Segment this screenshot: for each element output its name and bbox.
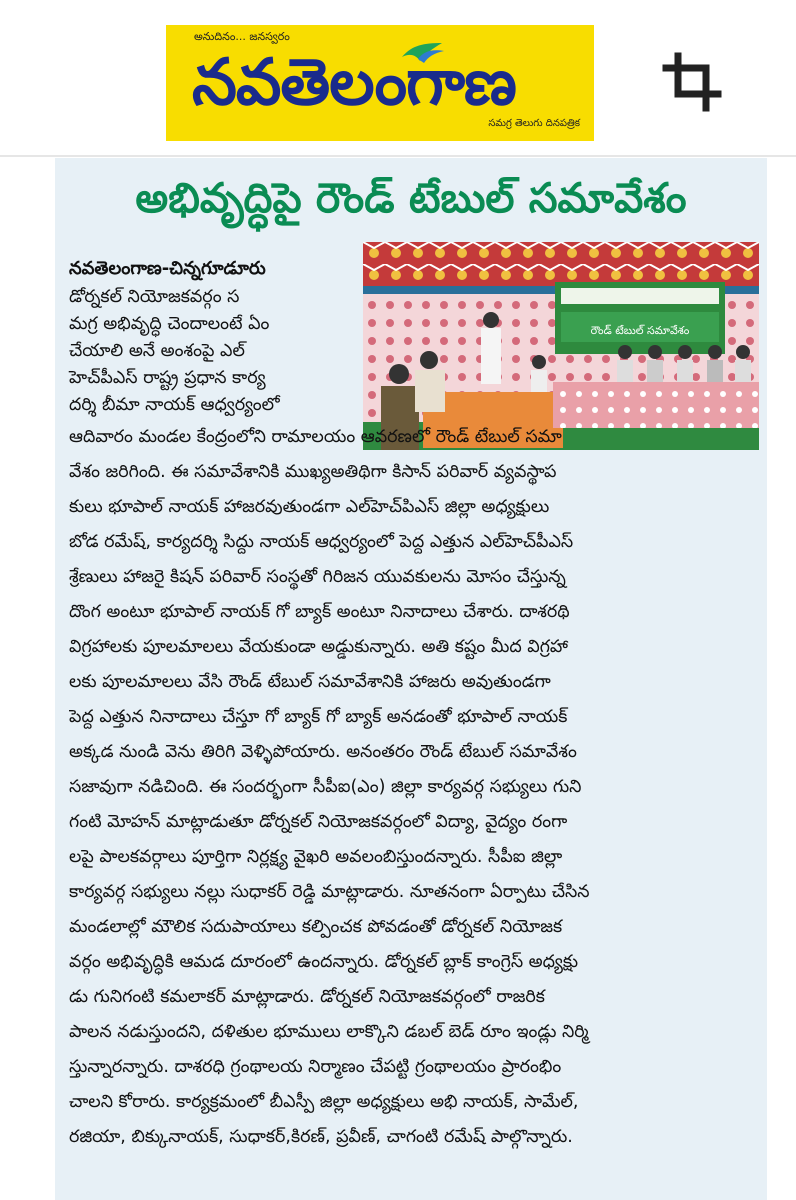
article-text-line: వర్గం అభివృద్ధికి ఆమడ దూరంలో ఉందన్నారు. డోర్నకల్ బ్లాక్ కాంగ్రెస్ అధ్యక్షు <box>69 952 579 972</box>
article-text-line: సజావుగా నడిచింది. ఈ సందర్భంగా సీపీఐ(ఎం) జిల్లా కార్యవర్గ సభ్యులు గుని <box>69 777 582 797</box>
article-text-line: చేయాలి అనే అంశంపై ఎల్ <box>69 341 245 361</box>
article-text-line: బోడ రమేష్, కార్యదర్శి సిద్దు నాయక్ ఆధ్వర్యంలో పెద్ద ఎత్తున ఎల్‌హెచ్‌పీఎస్ <box>69 532 574 552</box>
article-headline: అభివృద్ధిపై రౌండ్ టేబుల్ సమావేశం <box>135 174 687 222</box>
article-text-line: డు గునిగంటి కమలాకర్ మాట్లాడారు. డోర్నకల్ నియోజకవర్గంలో రాజరిక <box>69 987 545 1007</box>
masthead-tagline-top: అనుదినం... జనస్వరం <box>194 30 290 43</box>
article-text-line: స్తున్నారన్నారు. దాశరధి గ్రంథాలయ నిర్మాణం చేపట్టి గ్రంథాలయం ప్రారంభిం <box>69 1057 562 1077</box>
article-text-line: విగ్రహాలకు పూలమాలలు వేయకుండా అడ్డుకున్నారు. అతి కష్టం మీద విగ్రహా <box>69 637 568 657</box>
article-text-line: రజియా, బిక్కునాయక్, సుధాకర్,కిరణ్, ప్రవీణ్, చాగంటి రమేష్ పాల్గొన్నారు. <box>69 1127 573 1147</box>
article-text-line: లకు పూలమాలలు వేసి రౌండ్ టేబుల్ సమావేశానికి హాజరు అవుతుండగా <box>69 672 551 692</box>
crop-icon[interactable] <box>660 50 724 114</box>
article-text-line: శ్రేణులు హాజరై కిషన్ పరివార్ సంస్థతో గిరిజన యువకులను మోసం చేస్తున్న <box>69 567 566 587</box>
photo-banner-text: రౌండ్ టేబుల్ సమావేశం <box>590 324 690 337</box>
news-article <box>55 158 767 1200</box>
meeting-photo <box>363 242 759 450</box>
masthead-logo: నవతెలంగాణ <box>192 46 516 120</box>
article-text-line: దర్శి బీమా నాయక్ ఆధ్వర్యంలో <box>69 395 280 415</box>
article-text-line: వేశం జరిగింది. ఈ సమావేశానికి ముఖ్యఅతిథిగా కిసాన్ పరివార్ వ్యవస్థాప <box>69 462 557 482</box>
masthead-tagline-bottom: సమగ్ర తెలుగు దినపత్రిక <box>488 118 580 129</box>
article-text-line: గంటి మోహన్ మాట్లాడుతూ డోర్నకల్ నియోజకవర్గంలో విద్యా, వైద్యం రంగా <box>69 812 568 832</box>
article-text-line: డోర్నకల్ నియోజకవర్గం స <box>69 287 240 307</box>
article-text-line: అక్కడ నుండి వెను తిరిగి వెళ్ళిపోయారు. అనంతరం రౌండ్ టేబుల్ సమావేశం <box>69 742 577 762</box>
article-text-line: చాలని కోరారు. కార్యక్రమంలో బీఎస్పీ జిల్లా అధ్యక్షులు అభి నాయక్, సామేల్, <box>69 1092 579 1112</box>
article-text-line: ఆదివారం మండల కేంద్రంలోని రామాలయం ఆవరణలో రౌండ్ టేబుల్ సమా <box>69 427 562 447</box>
article-dateline: నవతెలంగాణ-చిన్నగూడూరు <box>69 258 266 279</box>
article-text-line: కులు భూపాల్ నాయక్ హాజరవుతుండగా ఎల్‌హెచ్‌పిఎస్ జిల్లా అధ్యక్షులు <box>69 497 550 517</box>
article-text-line: కార్యవర్గ సభ్యులు నల్లు సుధాకర్ రెడ్డి మాట్లాడారు. నూతనంగా ఏర్పాటు చేసిన <box>69 882 590 902</box>
newspaper-masthead <box>166 25 594 141</box>
article-text-line: దొంగ అంటూ భూపాల్ నాయక్ గో బ్యాక్ అంటూ నినాదాలు చేశారు. దాశరథి <box>69 602 570 622</box>
divider <box>0 155 796 157</box>
top-bar <box>0 0 796 156</box>
article-text-line: మగ్ర అభివృద్ధి చెందాలంటే ఏం <box>69 314 270 334</box>
article-text-line: మండలాల్లో మౌలిక సదుపాయాలు కల్పించక పోవడంతో డోర్నకల్ నియోజక <box>69 917 563 937</box>
article-text-line: లపై పాలకవర్గాలు పూర్తిగా నిర్లక్ష్య వైఖరి అవలంబిస్తుందన్నారు. సీపీఐ జిల్లా <box>69 847 563 867</box>
article-text-line: హెచ్‌పీఎస్ రాష్ట్ర ప్రధాన కార్య <box>69 368 266 388</box>
article-text-line: పెద్ద ఎత్తున నినాదాలు చేస్తూ గో బ్యాక్ గో బ్యాక్ అనడంతో భూపాల్ నాయక్ <box>69 707 568 727</box>
article-text-line: పాలన నడుస్తుందని, దళితుల భూములు లాక్కొని డబల్ బెడ్ రూం ఇండ్లు నిర్మి <box>69 1022 589 1042</box>
